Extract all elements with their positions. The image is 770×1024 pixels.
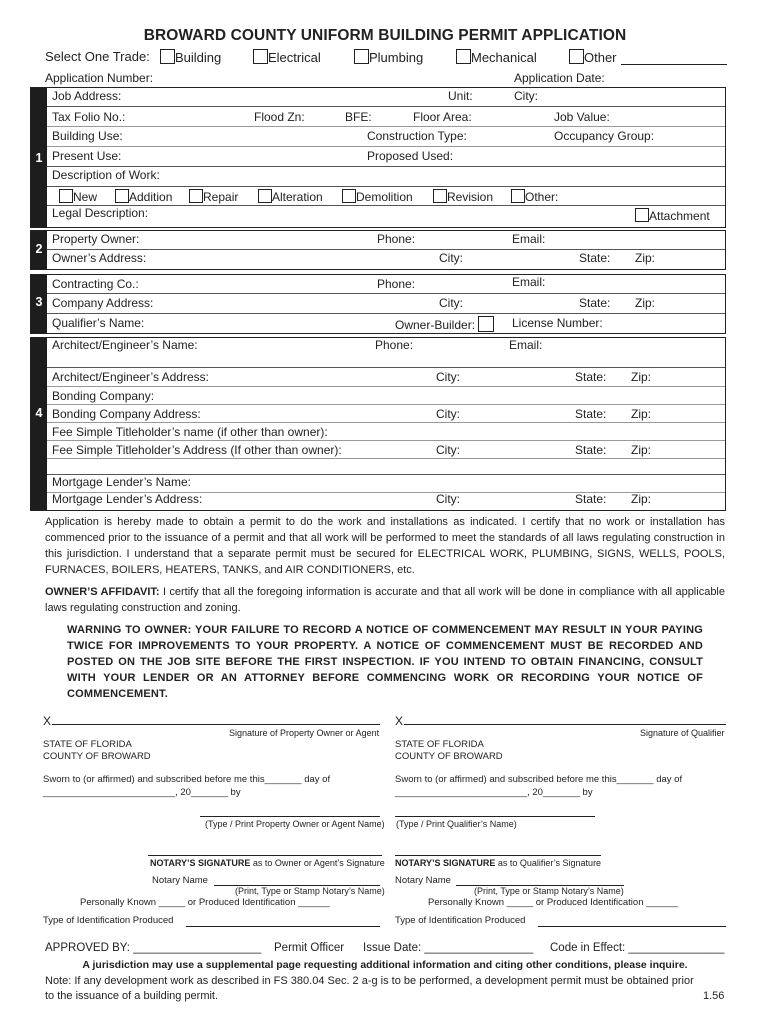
mortgage-state-label: State: [575, 492, 607, 506]
trade-building[interactable]: Building [160, 49, 221, 65]
section-4-band [31, 338, 47, 510]
floor-area-label: Floor Area: [413, 110, 472, 124]
work-repair[interactable]: Repair [189, 189, 238, 204]
description-of-work-label: Description of Work: [52, 168, 160, 182]
jurisdiction-note: A jurisdiction may use a supplemental page requesting additional information and citing other conditions, please inquire. [82, 959, 688, 971]
qualifier-signature-line[interactable] [404, 724, 726, 725]
issue-date: Issue Date: _________________ [363, 942, 534, 954]
checkbox-icon[interactable] [342, 189, 356, 203]
permit-officer: Permit Officer [274, 942, 345, 954]
building-use-label: Building Use: [52, 129, 123, 143]
work-addition[interactable]: Addition [115, 189, 172, 204]
code-in-effect: Code in Effect: _______________ [550, 942, 725, 954]
tax-folio-label: Tax Folio No.: [52, 110, 126, 124]
bonding-city-label: City: [436, 407, 460, 421]
left-notary-name: Notary Name [152, 875, 208, 886]
work-new[interactable]: New [59, 189, 97, 204]
section-3-number: 3 [35, 295, 43, 309]
development-note-2: to the issuance of a building permit. [45, 990, 219, 1002]
bonding-address-label: Bonding Company Address: [52, 407, 201, 421]
owner-x-mark: X [43, 714, 52, 728]
trade-electrical[interactable]: Electrical [253, 49, 321, 65]
trade-mechanical[interactable]: Mechanical [456, 49, 537, 65]
left-notary-sig-line[interactable] [148, 855, 382, 856]
select-trade-label: Select One Trade: [45, 49, 150, 64]
left-sworn-2: _________________________, 20_______ by [43, 787, 241, 798]
arch-city-label: City: [436, 370, 460, 384]
arch-state-label: State: [575, 370, 607, 384]
trade-plumbing[interactable]: Plumbing [354, 49, 423, 65]
work-other[interactable]: Other: [511, 189, 558, 204]
contractor-email-label: Email: [512, 275, 546, 289]
qualifiers-name-label: Qualifier’s Name: [52, 316, 145, 330]
affidavit-text: I certify that all the foregoing information is accurate and that all work will be done in compliance with all applicable laws regulating construction and zoning. [45, 586, 725, 614]
left-id-type: Type of Identification Produced [43, 915, 174, 926]
right-notary-sig-line[interactable] [395, 855, 601, 856]
right-notary-name: Notary Name [395, 875, 451, 886]
left-print-notary: (Print, Type or Stamp Notary’s Name) [235, 886, 385, 896]
company-city-label: City: [439, 296, 463, 310]
checkbox-icon[interactable] [59, 189, 73, 203]
job-value-label: Job Value: [554, 110, 610, 124]
flood-zone-label: Flood Zn: [254, 110, 305, 124]
fee-state-label: State: [575, 443, 607, 457]
checkbox-icon[interactable] [354, 49, 369, 64]
qualifier-x-mark: X [395, 714, 404, 728]
owner-phone-label: Phone: [377, 232, 416, 246]
right-personally-known: Personally Known _____ or Produced Identification ______ [428, 897, 678, 908]
approved-by: APPROVED BY: ____________________ [45, 942, 262, 954]
owner-print-line[interactable] [200, 816, 380, 817]
bonding-state-label: State: [575, 407, 607, 421]
application-number-label: Application Number: [45, 71, 154, 85]
owner-zip-label: Zip: [635, 251, 656, 265]
owner-signature-line[interactable] [52, 724, 380, 725]
owners-address-label: Owner’s Address: [52, 251, 147, 265]
license-number-label: License Number: [512, 316, 603, 330]
right-id-line[interactable] [538, 926, 726, 927]
owner-signature-caption: Signature of Property Owner or Agent [229, 728, 380, 738]
company-address-label: Company Address: [52, 296, 154, 310]
left-state: STATE OF FLORIDA [43, 739, 132, 750]
bfe-label: BFE: [345, 110, 372, 124]
left-sworn-1: Sworn to (or affirmed) and subscribed before me this_______ day of [43, 774, 331, 785]
development-note: Note: If any development work as described in FS 380.04 Sec. 2 a-g is to be performed, a development permit must be obtained prior [45, 975, 694, 987]
checkbox-icon[interactable] [511, 189, 525, 203]
legal-description-label: Legal Description: [52, 206, 149, 220]
contractor-phone-label: Phone: [377, 277, 416, 291]
qualifier-print-line[interactable] [395, 816, 595, 817]
right-sworn-1: Sworn to (or affirmed) and subscribed before me this_______ day of [395, 774, 683, 785]
attachment-checkbox[interactable]: Attachment [635, 208, 710, 223]
trade-other-line[interactable] [621, 64, 727, 65]
mortgage-address-label: Mortgage Lender’s Address: [52, 492, 203, 506]
construction-type-label: Construction Type: [367, 129, 467, 143]
mortgage-zip-label: Zip: [631, 492, 652, 506]
checkbox-icon[interactable] [433, 189, 447, 203]
checkbox-icon[interactable] [115, 189, 129, 203]
warning-to-owner: WARNING TO OWNER: YOUR FAILURE TO RECORD A NOTICE OF COMMENCEMENT MAY RESULT IN YOUR PAYING TWICE FOR IMPROVEMENTS TO YOUR PROPERTY. A NOTICE OF COMMENCEMENT MUST BE RECORDED AND POSTED ON THE JOB SITE BEFORE THE FIRST INSPECTION. IF YOU INTEND TO OBTAIN FINANCING, CONSULT WITH YOUR LENDER OR AN ATTORNEY BEFORE COMMENCING WORK OR RECORDING YOUR NOTICE OF COMMENCEMENT. [67, 624, 703, 700]
owners-affidavit [45, 584, 725, 616]
owner-print-caption: (Type / Print Property Owner or Agent Name) [205, 819, 385, 829]
owner-state-label: State: [579, 251, 611, 265]
right-id-type: Type of Identification Produced [395, 915, 526, 926]
left-county: COUNTY OF BROWARD [43, 751, 151, 762]
checkbox-icon[interactable] [569, 49, 584, 64]
checkbox-icon[interactable] [478, 316, 494, 332]
work-alteration[interactable]: Alteration [258, 189, 323, 204]
right-county: COUNTY OF BROWARD [395, 751, 503, 762]
application-date-label: Application Date: [514, 71, 605, 85]
arch-phone-label: Phone: [375, 338, 414, 352]
company-zip-label: Zip: [635, 296, 656, 310]
owner-builder-checkbox[interactable]: Owner-Builder: [395, 316, 494, 332]
section-4-number: 4 [35, 406, 43, 420]
left-notary-signature: NOTARY’S SIGNATURE as to Owner or Agent’s Signature [150, 858, 385, 868]
arch-email-label: Email: [509, 338, 543, 352]
bonding-company-label: Bonding Company: [52, 389, 155, 403]
affidavit-label: OWNER’S AFFIDAVIT: [45, 586, 160, 598]
right-print-notary: (Print, Type or Stamp Notary’s Name) [474, 886, 624, 896]
unit-label: Unit: [448, 89, 473, 103]
qualifier-print-caption: (Type / Print Qualifier’s Name) [396, 819, 517, 829]
present-use-label: Present Use: [52, 149, 122, 163]
checkbox-icon[interactable] [456, 49, 471, 64]
job-address-label: Job Address: [52, 89, 122, 103]
arch-name-label: Architect/Engineer’s Name: [52, 338, 198, 352]
mortgage-name-label: Mortgage Lender’s Name: [52, 475, 191, 489]
right-notary-signature: NOTARY’S SIGNATURE as to Qualifier’s Signature [395, 858, 602, 868]
company-state-label: State: [579, 296, 611, 310]
property-owner-label: Property Owner: [52, 232, 140, 246]
bonding-zip-label: Zip: [631, 407, 652, 421]
owner-email-label: Email: [512, 232, 546, 246]
form-title: BROWARD COUNTY UNIFORM BUILDING PERMIT APPLICATION [143, 27, 627, 44]
proposed-used-label: Proposed Used: [367, 149, 454, 163]
qualifier-signature-caption: Signature of Qualifier [640, 728, 725, 738]
arch-address-label: Architect/Engineer’s Address: [52, 370, 209, 384]
application-statement: Application is hereby made to obtain a permit to do the work and installations as indicated. I certify that no work or installation has commenced prior to the issuance of a permit and that all work will be performed to meet the standards of all laws regulating construction in this jurisdiction. I understand that a separate permit must be secured for ELECTRICAL WORK, PLUMBING, SIGNS, WELLS, POOLS, FURNACES, BOILERS, HEATERS, TANKS, and AIR CONDITIONERS, etc. [45, 516, 725, 576]
right-state: STATE OF FLORIDA [395, 739, 484, 750]
fee-name-label: Fee Simple Titleholder’s name (if other than owner): [52, 425, 328, 439]
owner-city-label: City: [439, 251, 463, 265]
occupancy-group-label: Occupancy Group: [554, 129, 655, 143]
checkbox-icon[interactable] [635, 208, 649, 222]
contracting-co-label: Contracting Co.: [52, 277, 139, 291]
checkbox-icon[interactable] [189, 189, 203, 203]
mortgage-city-label: City: [436, 492, 460, 506]
work-revision[interactable]: Revision [433, 189, 493, 204]
fee-zip-label: Zip: [631, 443, 652, 457]
checkbox-icon[interactable] [253, 49, 268, 64]
checkbox-icon[interactable] [258, 189, 272, 203]
left-id-line[interactable] [186, 926, 380, 927]
fee-address-label: Fee Simple Titleholder’s Address (If other than owner): [52, 443, 342, 457]
form-version: 1.56 [703, 990, 725, 1002]
work-demolition[interactable]: Demolition [342, 189, 413, 204]
section-2-number: 2 [35, 242, 43, 256]
right-sworn-2: _________________________, 20_______ by [395, 787, 593, 798]
left-personally-known: Personally Known _____ or Produced Identification ______ [80, 897, 330, 908]
checkbox-icon[interactable] [160, 49, 175, 64]
trade-other[interactable]: Other [569, 49, 617, 65]
section-1-number: 1 [35, 151, 43, 165]
fee-city-label: City: [436, 443, 460, 457]
city-label: City: [514, 89, 538, 103]
arch-zip-label: Zip: [631, 370, 652, 384]
